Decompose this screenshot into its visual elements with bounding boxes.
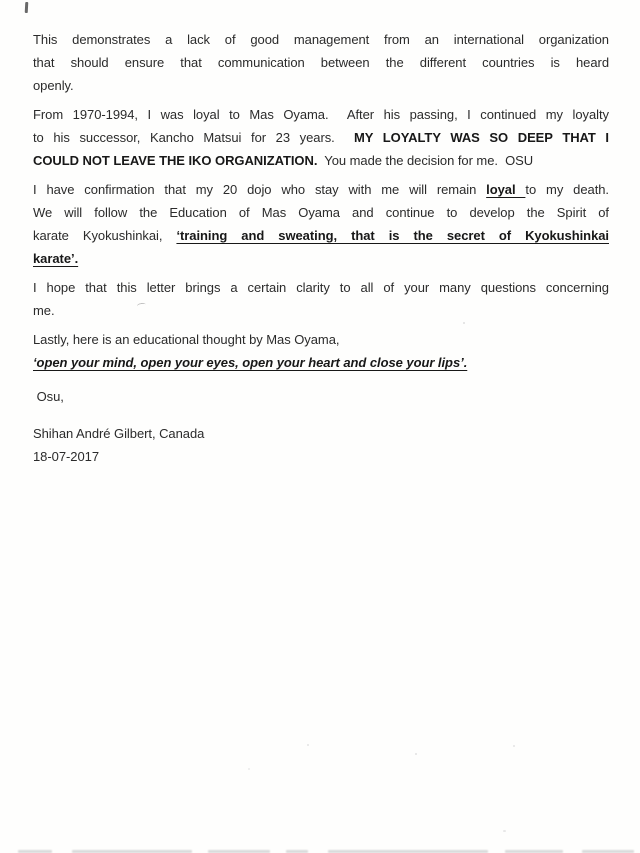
para-quote — [33, 328, 609, 374]
text-run: loyal — [486, 182, 526, 197]
text-run: From 1970-1994, I was loyal to Mas Oyama. After his passing, I continued my loyalty — [33, 107, 609, 122]
text-run: ‘training and sweating, that is the secret of Kyokushinkai — [176, 228, 609, 243]
text-line — [33, 328, 609, 351]
text-run: I have confirmation that my 20 dojo who stay with me will remain — [33, 182, 487, 197]
text-line — [33, 103, 609, 126]
text-run: karate’. — [33, 251, 79, 266]
text-run: This demonstrates a lack of good management from an international organization — [33, 32, 609, 47]
text-line — [33, 276, 609, 299]
text-line — [33, 224, 609, 247]
text-run: Lastly, here is an educational thought by Mas Oyama, — [33, 332, 340, 347]
text-run: ‘open your mind, open your eyes, open your heart and close your lips’. — [33, 355, 468, 370]
text-line — [33, 247, 609, 270]
scan-speck — [307, 744, 309, 746]
text-run: me. — [33, 303, 55, 318]
para-loyalty — [33, 103, 609, 172]
para-management — [33, 28, 609, 97]
scan-speck — [513, 745, 515, 747]
text-run: to my death. — [525, 182, 609, 197]
scan-speck — [415, 753, 417, 755]
scanner-edge-strip — [0, 848, 640, 853]
text-line — [33, 28, 609, 51]
text-run: openly. — [33, 78, 74, 93]
text-run: to his successor, Kancho Matsui for 23 years. — [33, 130, 354, 145]
text-line — [33, 445, 609, 468]
text-run: that should ensure that communication between the different countries is heard — [33, 55, 609, 70]
text-line — [33, 178, 609, 201]
para-clarity — [33, 276, 609, 322]
text-run: I hope that this letter brings a certain clarity to all of your many questions concerning — [33, 280, 609, 295]
text-run: You made the decision for me. OSU — [317, 153, 534, 168]
text-line — [33, 149, 609, 172]
scan-speck — [248, 768, 250, 770]
text-run: 18-07-2017 — [33, 449, 99, 464]
text-line — [33, 299, 609, 322]
text-run: COULD NOT LEAVE THE IKO ORGANIZATION. — [33, 153, 318, 168]
text-run: Osu, — [33, 389, 64, 404]
text-run: Shihan André Gilbert, Canada — [33, 426, 205, 441]
text-run: We will follow the Education of Mas Oyama and continue to develop the Spirit of — [33, 205, 609, 220]
para-signature — [33, 422, 609, 468]
text-line — [33, 422, 609, 445]
para-osu — [33, 385, 609, 408]
text-line — [33, 126, 609, 149]
text-line — [33, 385, 609, 408]
para-dojo — [33, 178, 609, 270]
scan-speck — [503, 830, 506, 832]
letter-body — [33, 28, 609, 468]
text-line — [33, 351, 609, 374]
text-line — [33, 201, 609, 224]
text-run: karate Kyokushinkai, — [33, 228, 177, 243]
text-line — [33, 51, 609, 74]
scan-ink-mark — [25, 2, 28, 13]
text-line — [33, 74, 609, 97]
text-run: MY LOYALTY WAS SO DEEP THAT I — [354, 130, 609, 145]
